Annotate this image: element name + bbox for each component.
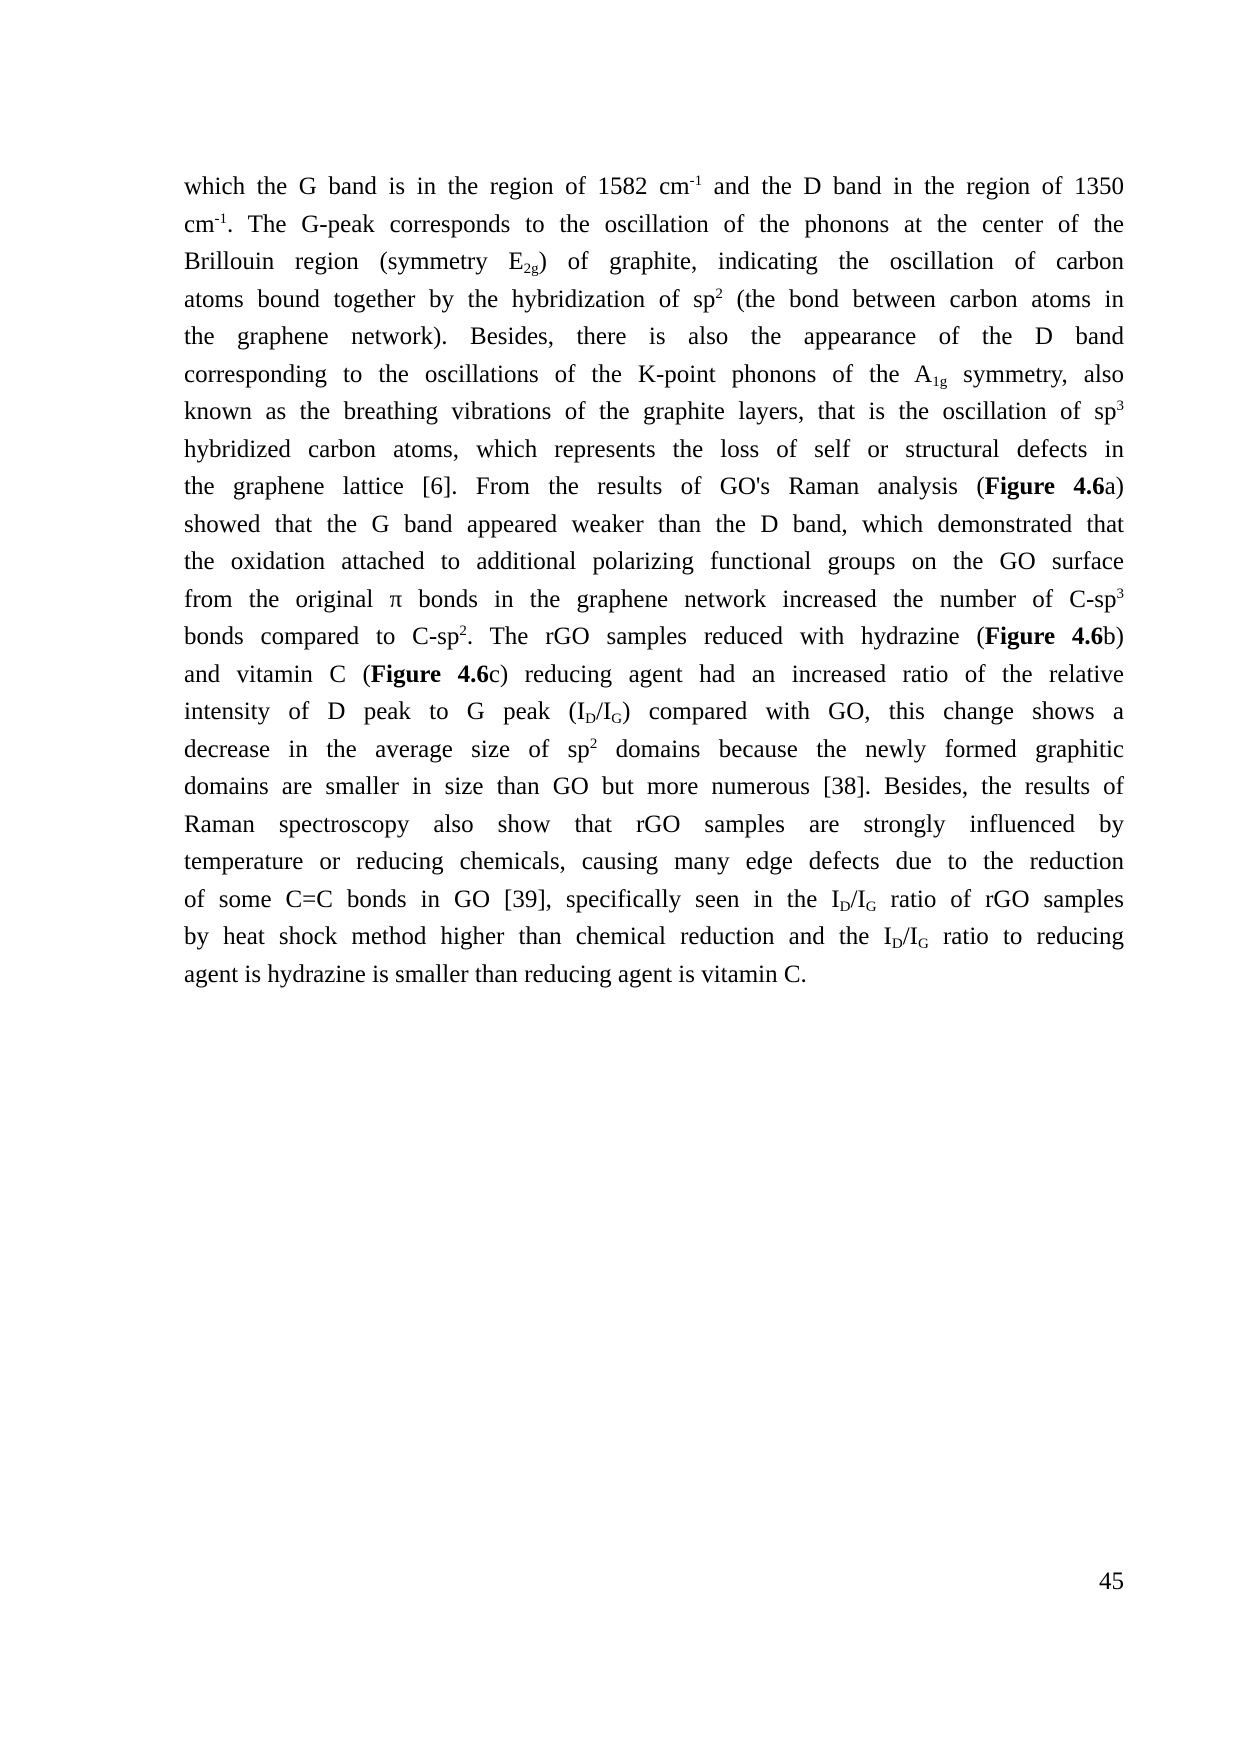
text-run-sup: 3: [1116, 585, 1124, 602]
text-run: ratio of rGO samples: [876, 885, 1124, 913]
text-line: [184, 768, 1124, 806]
text-run-sup: 2: [459, 623, 467, 639]
text-line: [184, 468, 1124, 506]
text-line: [184, 693, 1124, 731]
text-run: the graphene network). Besides, there is also the appearance of the D band: [184, 323, 1124, 350]
text-run: /I: [902, 923, 918, 950]
text-run-sub: G: [865, 898, 877, 915]
text-line: [184, 543, 1124, 581]
text-run: which the G band is in the region of 1582 cm: [184, 173, 690, 200]
text-run: (the bond between carbon atoms in: [722, 285, 1124, 313]
text-run: decrease in the average size of sp: [184, 735, 590, 763]
text-run-sub: 1g: [932, 373, 948, 390]
text-run: b): [1103, 623, 1124, 650]
text-line: [184, 206, 1124, 244]
text-run-sup: 3: [1116, 398, 1124, 414]
text-run: /I: [850, 885, 866, 913]
text-line: [184, 618, 1124, 656]
text-line: [184, 656, 1124, 694]
text-line: [184, 731, 1124, 769]
text-run-sub: D: [585, 711, 597, 727]
text-run: by heat shock method higher than chemical reduction and the I: [184, 923, 892, 950]
text-run-sup: -1: [689, 173, 703, 189]
text-run: intensity of D peak to G peak (I: [184, 698, 586, 725]
text-run: the oxidation attached to additional polarizing functional groups on the GO surface: [184, 548, 1124, 575]
text-line: [184, 356, 1124, 394]
text-line: [184, 281, 1124, 319]
text-run: a): [1104, 473, 1124, 500]
text-run: ratio to reducing: [928, 923, 1124, 950]
text-line: [184, 956, 1124, 994]
page-number: 45: [1099, 1568, 1124, 1595]
text-run-sup: 2: [715, 285, 723, 302]
text-line: [184, 506, 1124, 544]
text-run: from the original π bonds in the graphene network increased the number of C-sp: [184, 585, 1117, 613]
text-run-bold: Figure 4.6: [984, 473, 1105, 500]
text-run: temperature or reducing chemicals, causing many edge defects due to the reduction: [184, 848, 1124, 875]
paragraph: [184, 168, 1124, 993]
text-run: cm: [184, 210, 215, 238]
text-run: ) of graphite, indicating the oscillation of carbon: [538, 248, 1124, 275]
text-run: . The rGO samples reduced with hydrazine (: [466, 623, 985, 650]
text-line: [184, 581, 1124, 619]
text-run: domains are smaller in size than GO but more numerous [38]. Besides, the results of: [184, 773, 1124, 800]
text-line: [184, 243, 1124, 281]
text-line: [184, 393, 1124, 431]
text-line: [184, 806, 1124, 844]
text-run-sub: D: [839, 898, 851, 915]
text-line: [184, 168, 1124, 206]
text-run-bold: Figure 4.6: [370, 660, 489, 688]
text-run: bonds compared to C-sp: [184, 623, 460, 650]
body-text-block: [184, 168, 1124, 993]
text-run: corresponding to the oscillations of the K-point phonons of the A: [184, 360, 933, 388]
text-run: showed that the G band appeared weaker than the D band, which demonstrated that: [184, 510, 1124, 538]
text-run: known as the breathing vibrations of the graphite layers, that is the oscillation of sp: [184, 398, 1117, 425]
text-run-sub: G: [611, 711, 623, 727]
text-run: Raman spectroscopy also show that rGO samples are strongly influenced by: [184, 810, 1124, 838]
text-run: and vitamin C (: [184, 660, 371, 688]
text-run: hybridized carbon atoms, which represents the loss of self or structural defects in: [184, 435, 1124, 463]
text-line: [184, 843, 1124, 881]
text-run: symmetry, also: [947, 360, 1125, 388]
text-run: domains because the newly formed graphitic: [597, 735, 1124, 763]
text-run: Brillouin region (symmetry E: [184, 248, 524, 275]
text-run: c) reducing agent had an increased ratio of the relative: [488, 660, 1124, 688]
text-run: agent is hydrazine is smaller than reducing agent is vitamin C.: [184, 960, 807, 988]
text-run: . The G-peak corresponds to the oscillation of the phonons at the center of the: [227, 210, 1124, 238]
text-line: [184, 318, 1124, 356]
text-run: the graphene lattice [6]. From the results of GO's Raman analysis (: [184, 473, 985, 500]
text-run: of some C=C bonds in GO [39], specifically seen in the I: [184, 885, 840, 913]
text-line: [184, 918, 1124, 956]
text-run: /I: [596, 698, 612, 725]
text-run-bold: Figure 4.6: [984, 623, 1104, 650]
text-run-sub: D: [891, 936, 903, 952]
text-run-sup: -1: [214, 210, 228, 227]
text-line: [184, 881, 1124, 919]
text-run: atoms bound together by the hybridization of sp: [184, 285, 716, 313]
text-run-sup: 2: [589, 735, 598, 752]
text-run-sub: G: [918, 936, 929, 952]
text-run-sub: 2g: [523, 261, 539, 277]
text-run: ) compared with GO, this change shows a: [622, 698, 1124, 725]
text-line: [184, 431, 1124, 469]
text-run: and the D band in the region of 1350: [702, 173, 1125, 200]
